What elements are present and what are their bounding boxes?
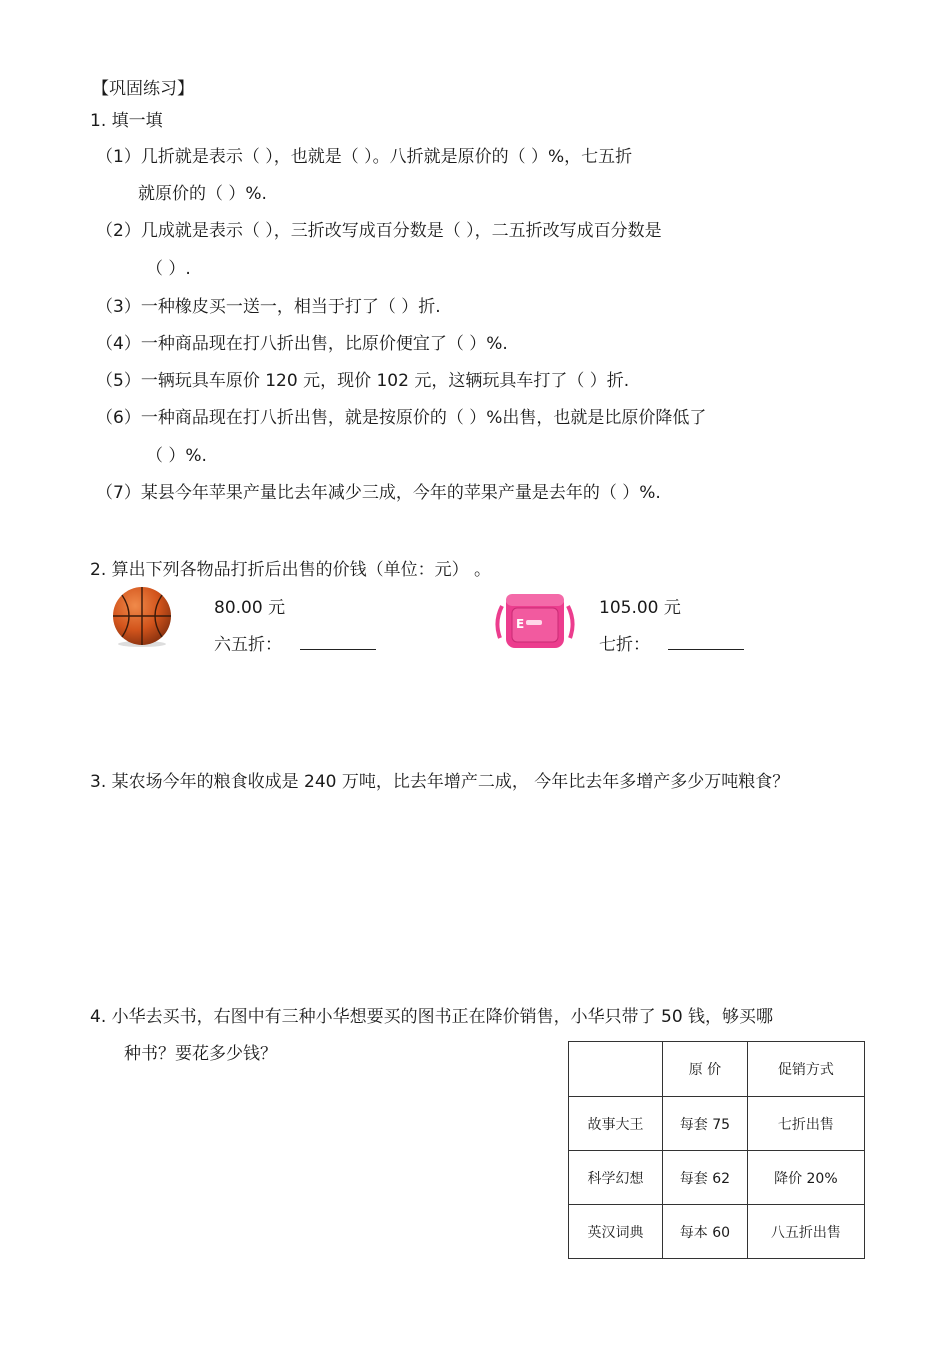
bag-discount bbox=[599, 634, 744, 656]
bag-answer-blank[interactable] bbox=[668, 635, 744, 650]
q1-item-1-cont: 就原价的（ ）%. bbox=[138, 184, 267, 204]
bag-logo: E bbox=[516, 617, 525, 631]
table-cell: 每套 62 bbox=[663, 1151, 748, 1205]
table-header-cell: 原 价 bbox=[663, 1042, 748, 1097]
q1-item-3: （3）一种橡皮买一送一，相当于打了（ ）折. bbox=[96, 297, 441, 317]
table-cell: 英汉词典 bbox=[569, 1205, 663, 1259]
book-promotion-table bbox=[568, 1041, 865, 1259]
table-cell: 七折出售 bbox=[747, 1097, 864, 1151]
table-row bbox=[569, 1151, 865, 1205]
q1-item-5: （5）一辆玩具车原价 120 元，现价 102 元，这辆玩具车打了（ ）折. bbox=[96, 371, 630, 391]
q1-item-1: （1）几折就是表示（ ），也就是（ ）。八折就是原价的（ ）%，七五折 bbox=[96, 147, 633, 167]
q3-text: 3. 某农场今年的粮食收成是 240 万吨，比去年增产二成， 今年比去年多增产多少万吨粮食？ bbox=[90, 772, 790, 792]
table-cell: 科学幻想 bbox=[569, 1151, 663, 1205]
q4-line-1: 4. 小华去买书，右图中有三种小华想要买的图书正在降价销售，小华只带了 50 钱，够买哪 bbox=[90, 1007, 774, 1027]
basketball-discount bbox=[214, 634, 376, 656]
bag-price: 105.00 元 bbox=[599, 598, 681, 618]
table-header-row bbox=[569, 1042, 865, 1097]
q1-title: 1. 填一填 bbox=[90, 111, 163, 131]
q1-item-4: （4）一种商品现在打八折出售，比原价便宜了（ ）%. bbox=[96, 334, 508, 354]
q1-item-7: （7）某县今年苹果产量比去年减少三成，今年的苹果产量是去年的（ ）%. bbox=[96, 483, 661, 503]
table-header-cell: 促销方式 bbox=[747, 1042, 864, 1097]
basketball-image bbox=[110, 586, 174, 653]
bag-discount-label: 七折： bbox=[599, 635, 650, 655]
table-cell: 每本 60 bbox=[663, 1205, 748, 1259]
q1-item-2-cont: （ ）. bbox=[146, 259, 191, 279]
table-row bbox=[569, 1097, 865, 1151]
table-cell: 故事大王 bbox=[569, 1097, 663, 1151]
table-cell: 降价 20% bbox=[747, 1151, 864, 1205]
table-header-cell bbox=[569, 1042, 663, 1097]
q4-line-2: 种书？要花多少钱？ bbox=[124, 1044, 277, 1064]
bag-image bbox=[492, 586, 578, 659]
q1-item-6: （6）一种商品现在打八折出售，就是按原价的（ ）%出售，也就是比原价降低了 bbox=[96, 408, 707, 428]
table-cell: 每套 75 bbox=[663, 1097, 748, 1151]
table-row bbox=[569, 1205, 865, 1259]
basketball-answer-blank[interactable] bbox=[300, 635, 376, 650]
basketball-price: 80.00 元 bbox=[214, 598, 286, 618]
q1-item-6-cont: （ ）%. bbox=[146, 446, 207, 466]
basketball-discount-label: 六五折： bbox=[214, 635, 282, 655]
q1-item-2: （2）几成就是表示（ ），三折改写成百分数是（ ），二五折改写成百分数是 bbox=[96, 221, 662, 241]
q2-title: 2. 算出下列各物品打折后出售的价钱（单位：元） 。 bbox=[90, 560, 492, 580]
section-heading: 【巩固练习】 bbox=[92, 79, 194, 99]
table-cell: 八五折出售 bbox=[747, 1205, 864, 1259]
